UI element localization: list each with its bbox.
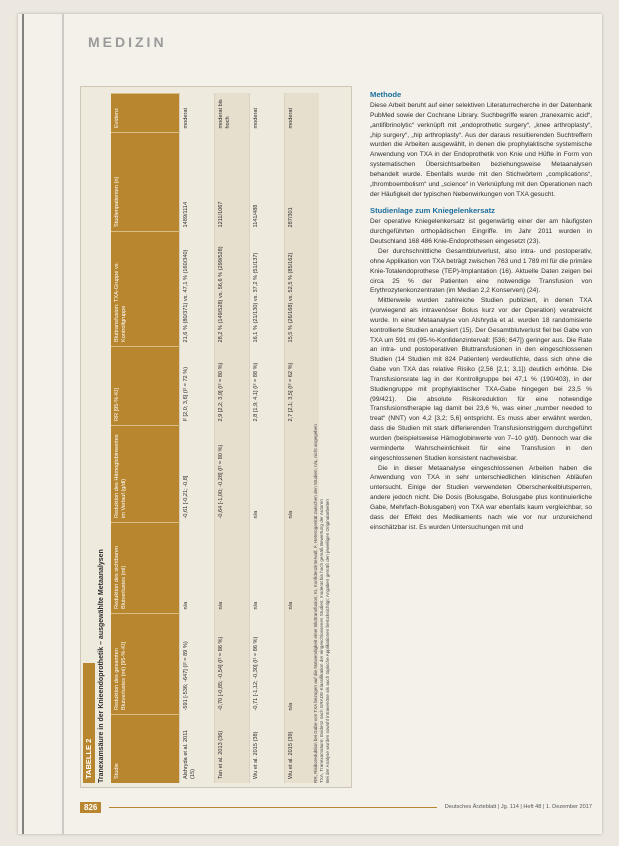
table-cell: 287/301 bbox=[285, 133, 320, 232]
table-cell: n/a bbox=[250, 426, 285, 523]
table-cell: Tan et al. 2013 (36) bbox=[215, 715, 250, 784]
table-cell: 2,7 [2,1; 3,5] (I² = 62 %) bbox=[285, 347, 320, 426]
table-cell: 2,9 [2,2; 3,9] (I² = 80 %) bbox=[215, 347, 250, 426]
paragraph: Der durchschnittliche Gesamtblutverlust, also intra- und postoperativ, ohne Applikation von TXA beträgt zwischen 763 und 1 789 ml für die primäre Knie-Totalendoprothese (TEP)-Implantation (16). Aktuelle Daten zeigen bei circa 25 % der Patienten eine notwendige Transfusion von Erythrozytenkonzentraten (im Median 2,2 Konserven) (24). bbox=[370, 247, 592, 295]
table-row bbox=[180, 94, 215, 784]
table-cell: n/a bbox=[285, 614, 320, 715]
page-footer bbox=[80, 800, 592, 814]
table-cell: n/a bbox=[285, 523, 320, 614]
table-row bbox=[250, 94, 285, 784]
column-header: RR [95-%-KI] bbox=[111, 347, 180, 426]
table-cell: 15,5 % (26/168) vs. 52,5 % (85/162) bbox=[285, 232, 320, 347]
table-row bbox=[215, 94, 250, 784]
paragraph: Der operative Kniegelenkersatz ist gegenwärtig einer der am häufigsten durchgeführten orthopädischen Eingriffe. Im Jahr 2011 wurden in Deutschland 168 486 Knie-Endoprothesen eingesetzt (23). bbox=[370, 218, 592, 246]
table-cell: 28,2 % (149/528) vs. 56,6 % (299/528) bbox=[215, 232, 250, 347]
data-table bbox=[111, 93, 319, 783]
footnote: Bei der Analyse wurden sowohl intravenöse als auch topische Applikationen berücksichtigt; Angaben gemäß den jeweiligen Originalarbeiten bbox=[325, 499, 331, 783]
table-cell: -0,64 [-1,00; -0,28] (I² = 80 %) bbox=[215, 426, 250, 523]
column-header: Reduktion des Hämoglobinwertes im Verlauf (g/dl) bbox=[111, 426, 180, 523]
table-caption: Tranexamsäure in der Knieendoprothetik – ausgewählte Metaanalysen bbox=[98, 549, 105, 783]
table-cell: Alshryda et al. 2011 (15) bbox=[180, 715, 215, 784]
page-number: 826 bbox=[80, 802, 101, 813]
column-header: Evidenz bbox=[111, 94, 180, 133]
table-label: TABELLE 2 bbox=[83, 663, 95, 783]
table-cell: -591 [-536; -647] (I² = 89 %) bbox=[180, 614, 215, 715]
table-cell: n/a bbox=[250, 523, 285, 614]
table-cell: 1211/1067 bbox=[215, 133, 250, 232]
table-cell: I² [2,0; 3,6] (I² = 72 %) bbox=[180, 347, 215, 426]
paragraph: Diese Arbeit beruht auf einer selektiven Literaturrecherche in der Datenbank PubMed sowie der Cochrane Library. Suchbegriffe waren „tranexamic acid“, „antifibrinolytic“ verknüpft mit „endoprothetic surgery“, „knee arthroplasty“, „hip surgery“, „hip arthroplasty“. Aus der daraus resultierenden Suchtreffern wurden die Arbeiten ausgewählt, in denen die prophylaktische systemische Anwendung von TXA in der Endoprothetik von Knie und Hüfte in Form von systematischen Übersichtsarbeiten beziehungsweise Metaanalysen behandelt wurde. Ebenfalls wurde mit den Stichwörtern „complications“, „thromboembolism“ und „science“ in Verknüpfung mit den Operationen nach der Häufigkeit der typischen Nebenwirkungen von TXA gesucht. bbox=[370, 102, 592, 198]
table-container bbox=[80, 86, 352, 788]
table-cell: n/a bbox=[285, 426, 320, 523]
rotated-table bbox=[81, 87, 351, 787]
section-header: MEDIZIN bbox=[88, 34, 167, 50]
table-cell: -0,71 [-1,12; -0,30] (I² = 86 %) bbox=[250, 614, 285, 715]
table-cell: -0,70 [-0,85; -0,54] (I² = 86 %) bbox=[215, 614, 250, 715]
scanned-page bbox=[18, 14, 602, 834]
scan-edge bbox=[22, 14, 24, 834]
table-footnotes bbox=[313, 93, 332, 783]
table-cell: moderat bbox=[180, 94, 215, 133]
journal-citation: Deutsches Ärzteblatt | Jg. 114 | Heft 48 | 1. Dezember 2017 bbox=[444, 804, 592, 810]
table-header-row bbox=[111, 94, 180, 784]
table-cell: 1489/1114 bbox=[180, 133, 215, 232]
footer-rule bbox=[109, 807, 436, 808]
footnote: TXA, Tranexamsäure; Evidenz nach GRADE-Klassifikation der eingeschlossenen Studien; moderat bis hoch gemäß Bewertung der Autoren bbox=[319, 499, 325, 783]
column-header: Studie bbox=[111, 715, 180, 784]
table-cell: 2,8 [1,9; 4,1] (I² = 88 %) bbox=[250, 347, 285, 426]
column-header: Reduktion des gesamten Blutverlustes (ml) [95-%-KI] bbox=[111, 614, 180, 715]
table-cell: 21,6 % (80/371) vs. 47,1 % (160/340) bbox=[180, 232, 215, 347]
table-cell: Wu et al. 2015 (39) bbox=[285, 715, 320, 784]
table-cell: n/a bbox=[180, 523, 215, 614]
table-cell: moderat bbox=[250, 94, 285, 133]
footnote: RR, Risikoreduktion bei Gabe von TXA bezogen auf die Notwendigkeit einer Bluttransfusion; KI, Konfidenzintervall; I², Heterogenität zwischen den Studien; n/a, nicht angegeben bbox=[313, 424, 318, 783]
column-header: Bluttransfusion: TXA-Gruppe vs. Kontrollgruppe bbox=[111, 232, 180, 347]
paragraph: Mittlerweile wurden zahlreiche Studien publiziert, in denen TXA (vorwiegend als intravenöser Bolus kurz vor der Operation) verabreicht wurde. In einer Metaanalyse von Alshryda et al. wurden 18 randomisierte kontrollierte Studien analysiert (15). Der Gesamtblutverlust fiel bei Gabe von TXA um 591 ml (95-%-Konfidenzintervall: [536; 647]) geringer aus. Die Rate an intra- und postoperativen Bluttransfusionen in den eingeschlossenen Studien (14 Studien mit 824 Patienten) verdeutlichte, dass sich ohne die Gabe von TXA das relative Risiko (2,56 [2,1; 3,1]) deutlich erhöhte. Die Transfusionsrate lag in der Kontrollgruppe bei 47,1 % (190/403), in der Studiengruppe mit prophylaktischer TXA-Gabe hingegen bei 23,5 % (99/421). Die absolute Risikoreduktion für eine notwendige Transfusionstherapie lag damit bei 23,6 %, was einer „number needed to treat“ (NNT) von 4,2 [3,2; 5,6] entspricht. Es muss aber erwähnt werden, dass die Studien mit stark differierenden Transfusionstriggern durchgeführt wurden (beispielsweise Hämoglobinwerte von 7–10 g/dl). Dennoch war die verminderte Wahrscheinlichkeit für eine Transfusion in den eingeschlossenen Studien konsistent nachweisbar. bbox=[370, 297, 592, 462]
table-cell: 16,1 % (21/130) vs. 37,2 % (51/137) bbox=[250, 232, 285, 347]
table-cell: 1141/488 bbox=[250, 133, 285, 232]
table-cell: moderat bis hoch bbox=[215, 94, 250, 133]
table-cell: n/a bbox=[215, 523, 250, 614]
table-cell: -0,61 [-0,21; -0,8] bbox=[180, 426, 215, 523]
scan-edge bbox=[62, 14, 64, 834]
article-column bbox=[370, 90, 592, 532]
heading-method: Methode bbox=[370, 90, 402, 99]
table-cell: moderat bbox=[285, 94, 320, 133]
table-cell: Wu et al. 2015 (38) bbox=[250, 715, 285, 784]
column-header: Reduktion des sichtbaren Blutverlustes (ml) bbox=[111, 523, 180, 614]
heading-knee: Studienlage zum Kniegelenkersatz bbox=[370, 206, 495, 216]
paragraph: Die in dieser Metaanalyse eingeschlossenen Arbeiten haben die Anwendung von TXA in sehr unterschiedlichen klinischen Abläufen untersucht. Einige der Studien verwendeten Oberschenkelblutsperren, andere jedoch nicht. Die Dosis (Bolusgabe, Bolusgabe plus kontinuierliche Gabe, Mehrfach-Bolusgaben) von TXA war ebenfalls kaum vergleichbar, so dass der Effekt des Medikaments nach wie vor nur unzureichend einschätzbar ist. Es wurden Untersuchungen mit und bbox=[370, 464, 592, 531]
column-header: Studienpatienten (n) bbox=[111, 133, 180, 232]
